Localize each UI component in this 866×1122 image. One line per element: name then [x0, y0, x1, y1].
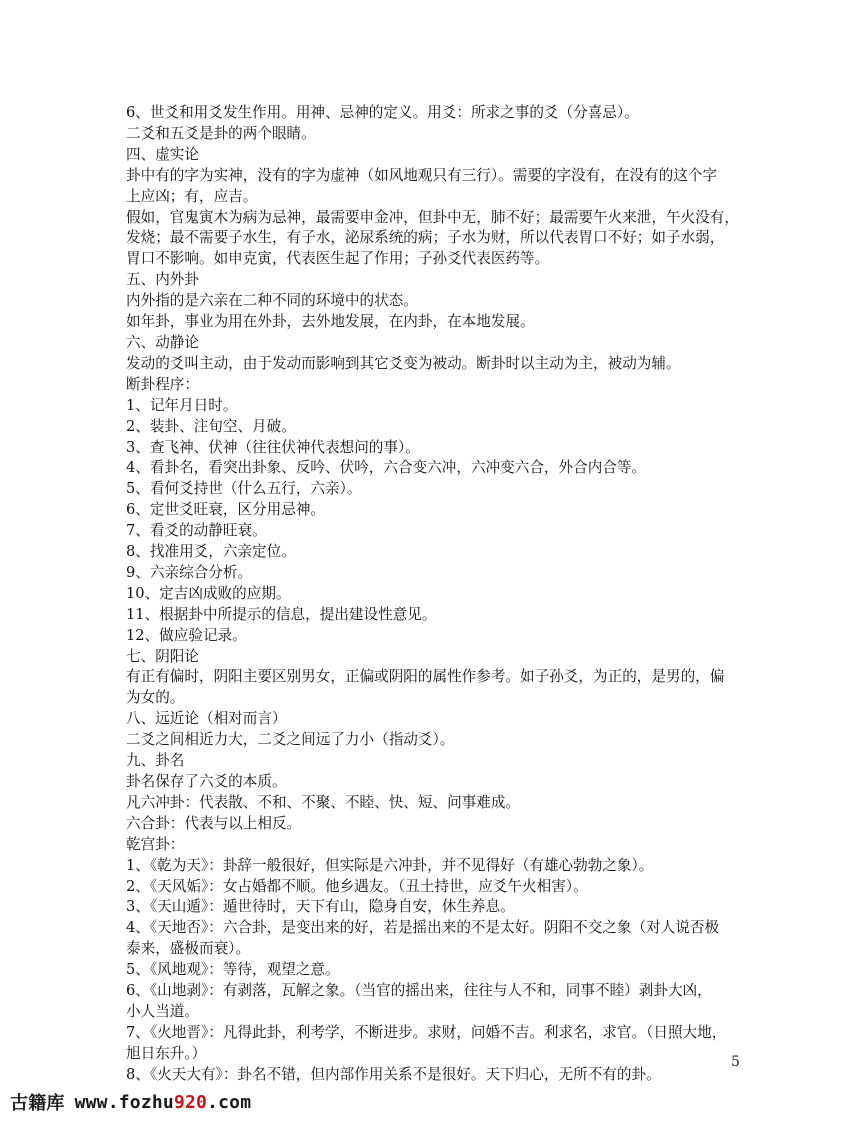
text-line: 八、远近论（相对而言） — [126, 710, 287, 728]
text-line: 泰来，盛极而衰）。 — [126, 940, 251, 958]
text-line: 九、卦名 — [126, 752, 185, 770]
text-line: 旭日东升。） — [126, 1044, 207, 1062]
text-line: 7、看爻的动静旺衰。 — [126, 522, 267, 540]
text-line: 2、装卦、注旬空、月破。 — [126, 417, 296, 435]
text-line: 6、定世爻旺衰，区分用忌神。 — [126, 501, 326, 519]
text-line: 乾宫卦： — [126, 835, 185, 853]
text-line: 8、找准用爻，六亲定位。 — [126, 543, 296, 561]
text-line: 上应凶；有，应吉。 — [126, 187, 258, 205]
text-line: 断卦程序： — [126, 375, 199, 393]
text-line: 卦名保存了六爻的本质。 — [126, 773, 287, 790]
watermark-url-number: 920 — [173, 1091, 208, 1113]
text-line: 4、《天地否》：六合卦，是变出来的好，若是摇出来的不是太好。阴阳不交之象（对人说否极 — [126, 919, 720, 937]
text-line: 10、定吉凶成败的应期。 — [126, 584, 291, 602]
document-body — [126, 103, 754, 1086]
text-line: 2、《天风姤》：女占婚都不顺。他乡遇友。（丑土持世，应爻午火相害）。 — [126, 877, 588, 895]
text-line: 五、内外卦 — [126, 271, 199, 289]
text-line: 3、《天山遁》：遁世待时，天下有山，隐身自安，休生养息。 — [126, 898, 515, 916]
text-line: 胃口不影响。如申克寅，代表医生起了作用；子孙爻代表医药等。 — [126, 250, 550, 268]
text-line: 六合卦：代表与以上相反。 — [126, 814, 302, 832]
text-line: 凡六冲卦：代表散、不和、不聚、不睦、快、短、问事难成。 — [126, 793, 521, 811]
page-number: 5 — [731, 1054, 740, 1070]
text-line: 内外指的是六亲在二种不同的环境中的状态。 — [126, 292, 418, 310]
text-line: 9、六亲综合分析。 — [126, 563, 253, 581]
text-line: 7、《火地晋》：凡得此卦，利考学，不断进步。求财，问婚不吉。利求名，求官。（日照大地， — [126, 1023, 727, 1041]
text-line: 假如，官鬼寅木为病为忌神，最需要申金冲，但卦中无，肺不好；最需要午火来泄，午火没有， — [126, 208, 739, 226]
text-line: 二爻之间相近力大，二爻之间远了力小（指动爻）。 — [126, 731, 455, 749]
text-line: 发动的爻叫主动，由于发动而影响到其它爻变为被动。断卦时以主动为主，被动为辅。 — [126, 354, 681, 372]
site-watermark — [10, 1089, 251, 1115]
text-line: 小人当道。 — [126, 1002, 199, 1020]
text-line: 为女的。 — [126, 689, 185, 707]
text-line: 1、记年月日时。 — [126, 396, 238, 414]
watermark-url-prefix: www.fozhu — [74, 1091, 174, 1113]
text-line: 卦中有的字为实神，没有的字为虚神（如风地观只有三行）。需要的字没有，在没有的这个字 — [126, 166, 718, 184]
text-line: 六、动静论 — [126, 333, 199, 351]
text-line: 5、《风地观》：等待，观望之意。 — [126, 961, 340, 979]
text-line: 4、看卦名，看突出卦象、反吟、伏吟，六合变六冲，六冲变六合，外合内合等。 — [126, 459, 647, 477]
text-line: 发烧；最不需要子水生，有子水，泌尿系统的病；子水为财，所以代表胃口不好；如子水弱， — [126, 229, 725, 247]
watermark-url-suffix: .com — [207, 1091, 252, 1113]
watermark-site-name: 古籍库 — [10, 1093, 65, 1114]
text-line: 二爻和五爻是卦的两个眼睛。 — [126, 124, 316, 142]
text-line: 8、《火天大有》：卦名不错，但内部作用关系不是很好。天下归心，无所不有的卦。 — [126, 1065, 661, 1083]
text-line: 3、查飞神、伏神（往往伏神代表想问的事）。 — [126, 438, 420, 456]
text-line: 四、虚实论 — [126, 145, 199, 163]
text-line: 如年卦，事业为用在外卦，去外地发展，在内卦，在本地发展。 — [126, 313, 535, 331]
text-line: 七、阴阳论 — [126, 647, 199, 665]
text-line: 6、世爻和用爻发生作用。用神、忌神的定义。用爻：所求之事的爻（分喜忌）。 — [126, 104, 639, 121]
text-line: 1、《乾为天》：卦辞一般很好，但实际是六冲卦，并不见得好（有雄心勃勃之象）。 — [126, 856, 654, 874]
text-line: 6、《山地剥》：有剥落，瓦解之象。（当官的摇出来，往往与人不和，同事不睦）剥卦大凶， — [126, 982, 712, 1000]
watermark-url — [75, 1092, 252, 1113]
text-line: 12、做应验记录。 — [126, 626, 247, 644]
text-line: 有正有偏时，阴阳主要区别男女，正偏或阴阳的属性作参考。如子孙爻，为正的，是男的，偏 — [126, 668, 725, 686]
text-line: 5、看何爻持世（什么五行，六亲）。 — [126, 480, 362, 498]
text-line: 11、根据卦中所提示的信息，提出建设性意见。 — [126, 605, 437, 623]
